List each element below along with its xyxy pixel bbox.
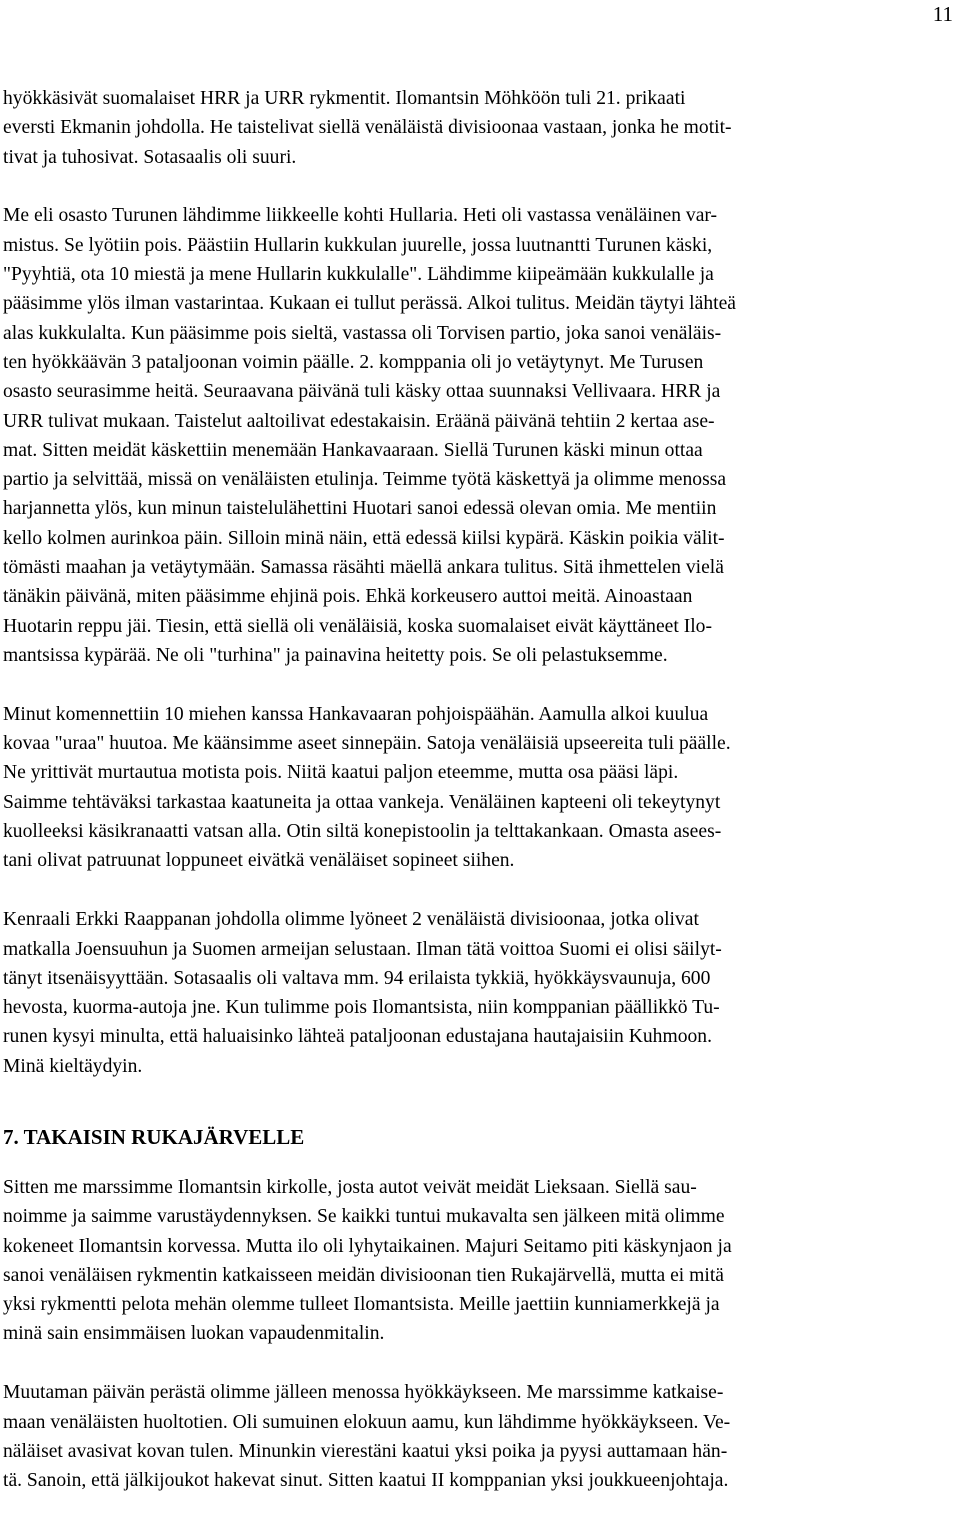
- document-body: [3, 84, 953, 1496]
- paragraph-6: Muutaman päivän perästä olimme jälleen menossa hyökkäykseen. Me marssimme katkaise- maan venäläisten huoltotien. Oli sumuinen elokuun aamu, kun lähdimme hyökkäykseen. Ve- näläiset avasivat kovan tulen. Minunkin vierestäni kaatui yksi poika ja pyysi auttamaan hän- tä. Sanoin, että jälkijoukot hakevat sinut. Sitten kaatui II komppanian yksi joukkueenjohtaja.: [3, 1382, 731, 1492]
- page-number: 11: [932, 2, 953, 26]
- paragraph-5: Sitten me marssimme Ilomantsin kirkolle, josta autot veivät meidät Lieksaan. Siellä sau- noimme ja saimme varustäydennyksen. Se kaikki tuntui mukavalta sen jälkeen mitä olimme kokeneet Ilomantsin korvessa. Mutta ilo oli lyhytaikainen. Majuri Seitamo piti käskynjaon ja sanoi venäläisen rykmentin katkaisseen meidän divisioonan tien Rukajärvellä, mutta ei mitä yksi rykmentti pelota mehän olemme tulleet Ilomantsista. Meille jaettiin kunniamerkkejä ja minä sain ensimmäisen luokan vapaudenmitalin.: [3, 1176, 732, 1345]
- paragraph-2: Me eli osasto Turunen lähdimme liikkeelle kohti Hullaria. Heti oli vastassa venäläinen var- mistus. Se lyötiin pois. Päästiin Hullarin kukkulan juurelle, jossa luutnantti Turunen käski, "Pyyhtiä, ota 10 miestä ja mene Hullarin kukkulalle". Lähdimme kiipeämään kukkulalle ja pääsimme ylös ilman vastarintaa. Kukaan ei tullut perässä. Alkoi tulitus. Meidän täytyi lähteä alas kukkulalta. Kun pääsimme pois sieltä, vastassa oli Torvisen partio, joka sanoi venäläis- ten hyökkäävän 3 pataljoonan voimin päälle. 2. komppania oli jo vetäytynyt. Me Turusen osasto seurasimme heitä. Seuraavana päivänä tuli käsky ottaa suunnaksi Vellivaara. HRR ja URR tulivat mukaan. Taistelut aaltoilivat edestakaisin. Eräänä päivänä tehtiin 2 kertaa ase- mat. Sitten meidät käskettiin menemään Hankavaaraan. Siellä Turunen käski minun ottaa partio ja selvittää, missä on venäläisten etulinja. Teimme työtä käskettyä ja olimme menossa harjannetta ylös, kun minun taistelulähettini Huotari sanoi edessä olevan omia. Me mentiin kello kolmen aurinkoa päin. Silloin minä näin, että edessä kiilsi kypärä. Käskin poikia välit- tömästi maahan ja vetäytymään. Samassa räsähti mäellä ankara tulitus. Sitä ihmettelen vielä tänäkin päivänä, miten pääsimme ehjinä pois. Ehkä korkeusero auttoi meitä. Ainoastaan Huotarin reppu jäi. Tiesin, että siellä oli venäläisiä, koska suomalaiset eivät käyttäneet Ilo- mantsissa kypärää. Ne oli "turhina" ja painavina heitetty pois. Se oli pelastuksemme.: [3, 205, 736, 666]
- paragraph-1: hyökkäsivät suomalaiset HRR ja URR rykmentit. Ilomantsin Möhköön tuli 21. prikaati eversti Ekmanin johdolla. He taistelivat siellä venäläistä divisioonaa vastaan, jonka he motit- tivat ja tuhosivat. Sotasaalis oli suuri.: [3, 88, 732, 168]
- section-heading: 7. TAKAISIN RUKAJÄRVELLE: [3, 1124, 305, 1149]
- paragraph-3: Minut komennettiin 10 miehen kanssa Hankavaaran pohjoispäähän. Aamulla alkoi kuulua kovaa "uraa" huutoa. Me käänsimme aseet sinnepäin. Satoja venäläisiä upseereita tuli päälle. Ne yrittivät murtautua motista pois. Niitä kaatui paljon eteemme, mutta osa pääsi läpi. Saimme tehtäväksi tarkastaa kaatuneita ja ottaa vankeja. Venäläinen kapteeni oli tekeytynyt kuolleeksi käsikranaatti vatsan alla. Otin siltä konepistoolin ja telttakankaan. Omasta asees- tani olivat patruunat loppuneet eivätkä venäläiset sopineet siihen.: [3, 703, 731, 872]
- paragraph-4: Kenraali Erkki Raappanan johdolla olimme lyöneet 2 venäläistä divisioonaa, jotka olivat matkalla Joensuuhun ja Suomen armeijan selustaan. Ilman tätä voittoa Suomi ei olisi säilyt- tänyt itsenäisyyttään. Sotasaalis oli valtava mm. 94 erilaista tykkiä, hyökkäysvaunuja, 600 hevosta, kuorma-autoja jne. Kun tulimme pois Ilomantsista, niin komppanian päällikkö Tu- runen kysyi minulta, että haluaisinko lähteä pataljoonan edustajana hautajaisiin Kuhmoon. Minä kieltäydyin.: [3, 909, 722, 1077]
